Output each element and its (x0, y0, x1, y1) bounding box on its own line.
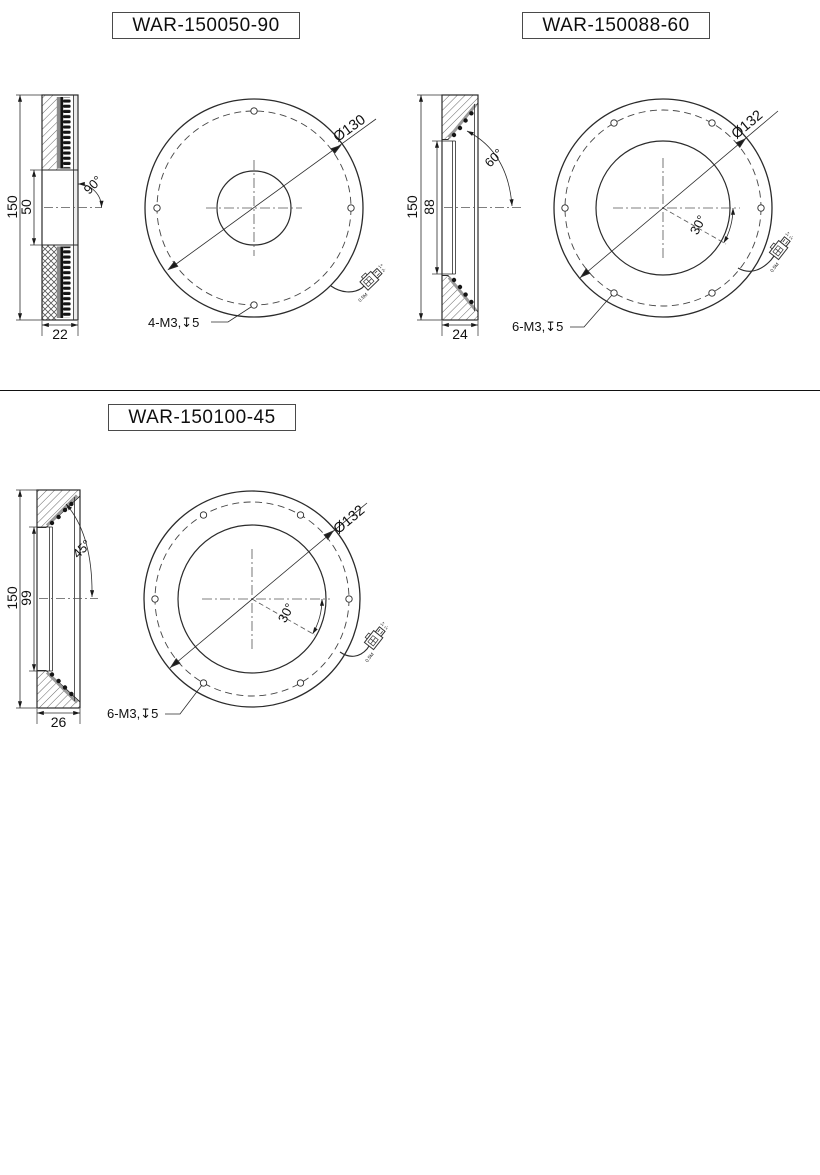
drawing-3 (4, 490, 395, 730)
drawing-1 (4, 95, 392, 342)
drawing-2 (404, 95, 800, 342)
section-view-3 (16, 490, 98, 724)
dim-aperture: 99 (18, 590, 34, 606)
cable-length-label: 0.5M (770, 262, 781, 274)
mounting-holes-label: 6-M3,↧5 (512, 319, 564, 334)
connector-pin-label: 2- (383, 624, 390, 631)
hole-offset-angle-label: 30° (274, 600, 298, 626)
connector-pin-label: 1+ (379, 620, 387, 628)
dim-thickness: 22 (52, 326, 68, 342)
bolt-circle-diameter-label: Ø132 (330, 502, 369, 538)
dim-led-angle: 45° (69, 536, 95, 562)
dim-overall-height: 150 (4, 195, 20, 219)
power-connector-1 (348, 260, 392, 304)
bolt-circle-diameter-label: Ø132 (728, 107, 767, 143)
dim-aperture: 88 (421, 199, 437, 215)
part-number-text: WAR-150088-60 (542, 14, 690, 36)
dim-thickness: 24 (452, 326, 468, 342)
power-connector-3 (354, 618, 396, 664)
connector-pin-label: 1+ (377, 262, 385, 270)
hole-offset-angle-label: 30° (686, 212, 710, 238)
mounting-holes-label: 4-M3,↧5 (148, 315, 200, 330)
dim-thickness: 26 (50, 714, 67, 730)
dim-overall-height: 150 (404, 195, 420, 219)
part-number-text: WAR-150050-90 (132, 14, 280, 36)
dim-overall-height: 150 (4, 586, 20, 610)
bolt-circle-diameter-label: Ø130 (330, 111, 369, 146)
connector-pin-label: 2- (788, 234, 795, 241)
dim-aperture: 50 (18, 199, 34, 215)
cable-length-label: 0.5M (365, 652, 376, 664)
connector-pin-label: 1+ (784, 230, 792, 238)
dim-led-angle: 60° (481, 145, 507, 171)
cable-length-label: 0.5M (358, 292, 370, 304)
dim-led-angle: 90° (80, 172, 106, 198)
connector-pin-label: 2- (380, 266, 387, 273)
mounting-holes-label: 6-M3,↧5 (107, 706, 159, 721)
part-number-text: WAR-150100-45 (128, 406, 276, 428)
power-connector-2 (759, 228, 801, 274)
